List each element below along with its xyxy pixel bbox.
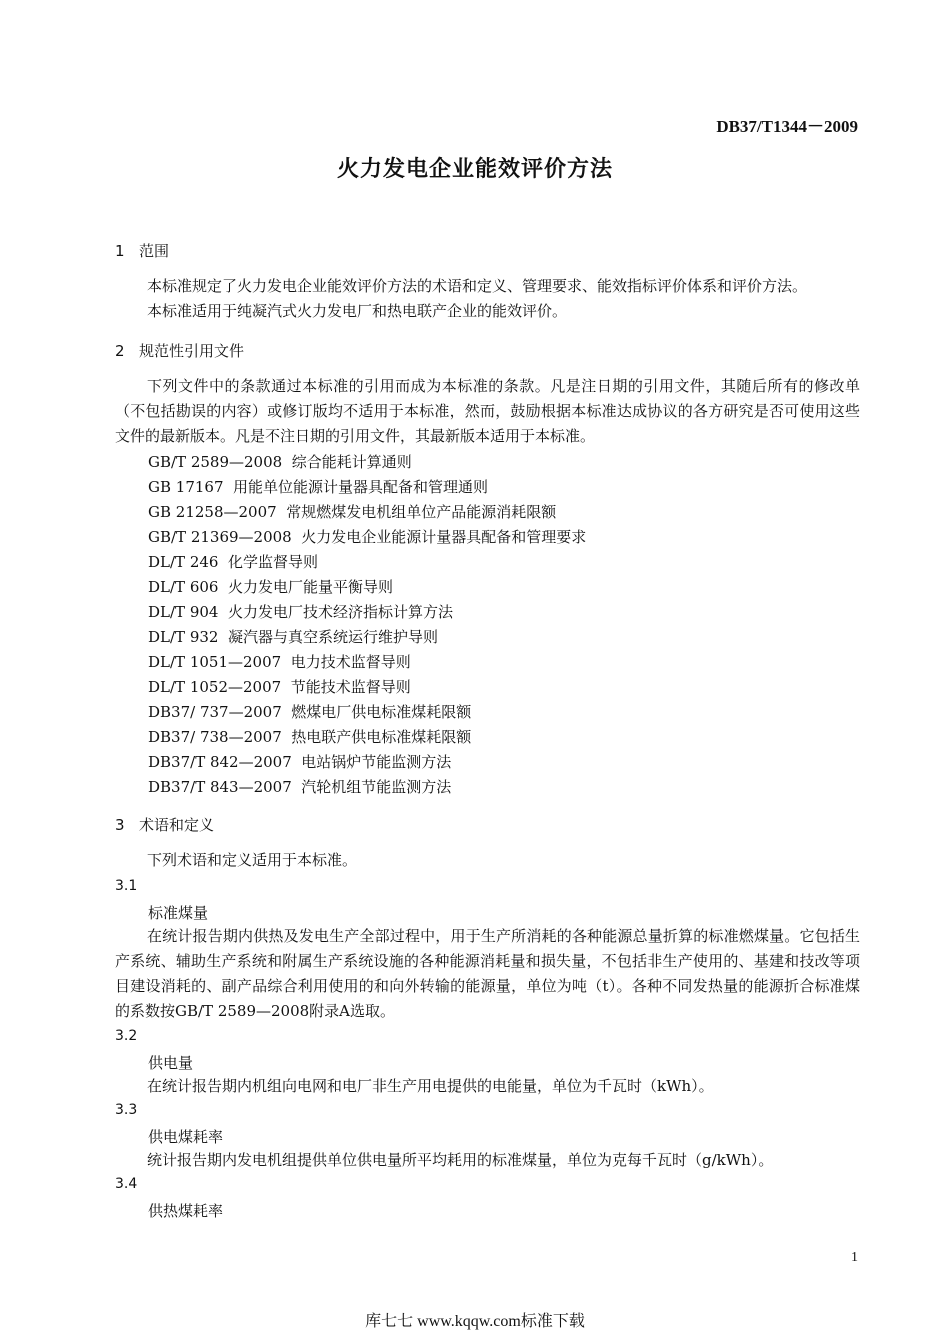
term-name: 供电煤耗率 [148, 1128, 224, 1146]
reference-item: DB37/ 737—2007 燃煤电厂供电标准煤耗限额 [148, 703, 472, 721]
term-name: 标准煤量 [148, 904, 209, 922]
reference-item: DB37/T 842—2007 电站锅炉节能监测方法 [148, 753, 452, 771]
clause-number: 3.2 [115, 1028, 138, 1044]
document-title: 火力发电企业能效评价方法 [336, 157, 613, 182]
reference-item: DL/T 606 火力发电厂能量平衡导则 [148, 578, 393, 596]
clause-number: 3.1 [115, 878, 138, 894]
standard-code: DB37/T1344－2009 [716, 117, 858, 136]
footer-watermark: 库七七 www.kqqw.com标准下载 [365, 1313, 585, 1330]
term-name: 供电量 [148, 1054, 194, 1072]
reference-item: GB/T 2589—2008 综合能耗计算通则 [148, 453, 412, 471]
reference-item: GB/T 21369—2008 火力发电企业能源计量器具配备和管理要求 [148, 528, 587, 546]
clause-number: 3.3 [115, 1102, 138, 1118]
reference-item: DB37/ 738—2007 热电联产供电标准煤耗限额 [148, 728, 472, 746]
reference-item: DL/T 1051—2007 电力技术监督导则 [148, 653, 411, 671]
section-number: 2 [115, 342, 125, 360]
reference-item: DL/T 904 火力发电厂技术经济指标计算方法 [148, 603, 453, 621]
section-3-heading [115, 814, 214, 835]
clause-number: 3.4 [115, 1176, 138, 1192]
term-definition: 在统计报告期内机组向电网和电厂非生产用电提供的电能量，单位为千瓦时（kWh）。 [147, 1077, 714, 1095]
reference-item: DL/T 246 化学监督导则 [148, 553, 318, 571]
section-title: 范围 [139, 242, 170, 260]
reference-item: GB 21258—2007 常规燃煤发电机组单位产品能源消耗限额 [148, 503, 557, 521]
paragraph: 下列文件中的条款通过本标准的引用而成为本标准的条款。凡是注日期的引用文件，其随后所有的修改单（不包括勘误的内容）或修订版均不适用于本标准，然而，鼓励根据本标准达成协议的各方研究是否可使用这些文件的最新版本。凡是不注日期的引用文件，其最新版本适用于本标准。 [115, 377, 860, 445]
reference-item: DL/T 932 凝汽器与真空系统运行维护导则 [148, 628, 438, 646]
section-title: 术语和定义 [139, 816, 215, 834]
term-definition: 在统计报告期内供热及发电生产全部过程中，用于生产所消耗的各种能源总量折算的标准燃煤量。它包括生产系统、辅助生产系统和附属生产系统设施的各种能源消耗量和损失量，不包括非生产使用的、基建和技改等项目建设消耗的、副产品综合利用使用的和向外转输的能源量，单位为吨（t）。各种不同发热量的能源折合标准煤的系数按GB/T 2589—2008附录A选取。 [115, 927, 860, 1020]
section-number: 1 [115, 242, 125, 260]
term-name: 供热煤耗率 [148, 1202, 224, 1220]
reference-item: DL/T 1052—2007 节能技术监督导则 [148, 678, 411, 696]
reference-item: DB37/T 843—2007 汽轮机组节能监测方法 [148, 778, 452, 796]
paragraph: 下列术语和定义适用于本标准。 [147, 851, 358, 869]
section-2-heading [115, 340, 244, 361]
page-number: 1 [851, 1250, 858, 1265]
section-title: 规范性引用文件 [139, 342, 245, 360]
term-definition: 统计报告期内发电机组提供单位供电量所平均耗用的标准煤量，单位为克每千瓦时（g/kWh）。 [147, 1151, 774, 1169]
reference-item: GB 17167 用能单位能源计量器具配备和管理通则 [148, 478, 489, 496]
section-1-heading [115, 240, 169, 261]
section-number: 3 [115, 816, 125, 834]
paragraph: 本标准适用于纯凝汽式火力发电厂和热电联产企业的能效评价。 [147, 302, 568, 320]
paragraph: 本标准规定了火力发电企业能效评价方法的术语和定义、管理要求、能效指标评价体系和评价方法。 [147, 277, 808, 295]
